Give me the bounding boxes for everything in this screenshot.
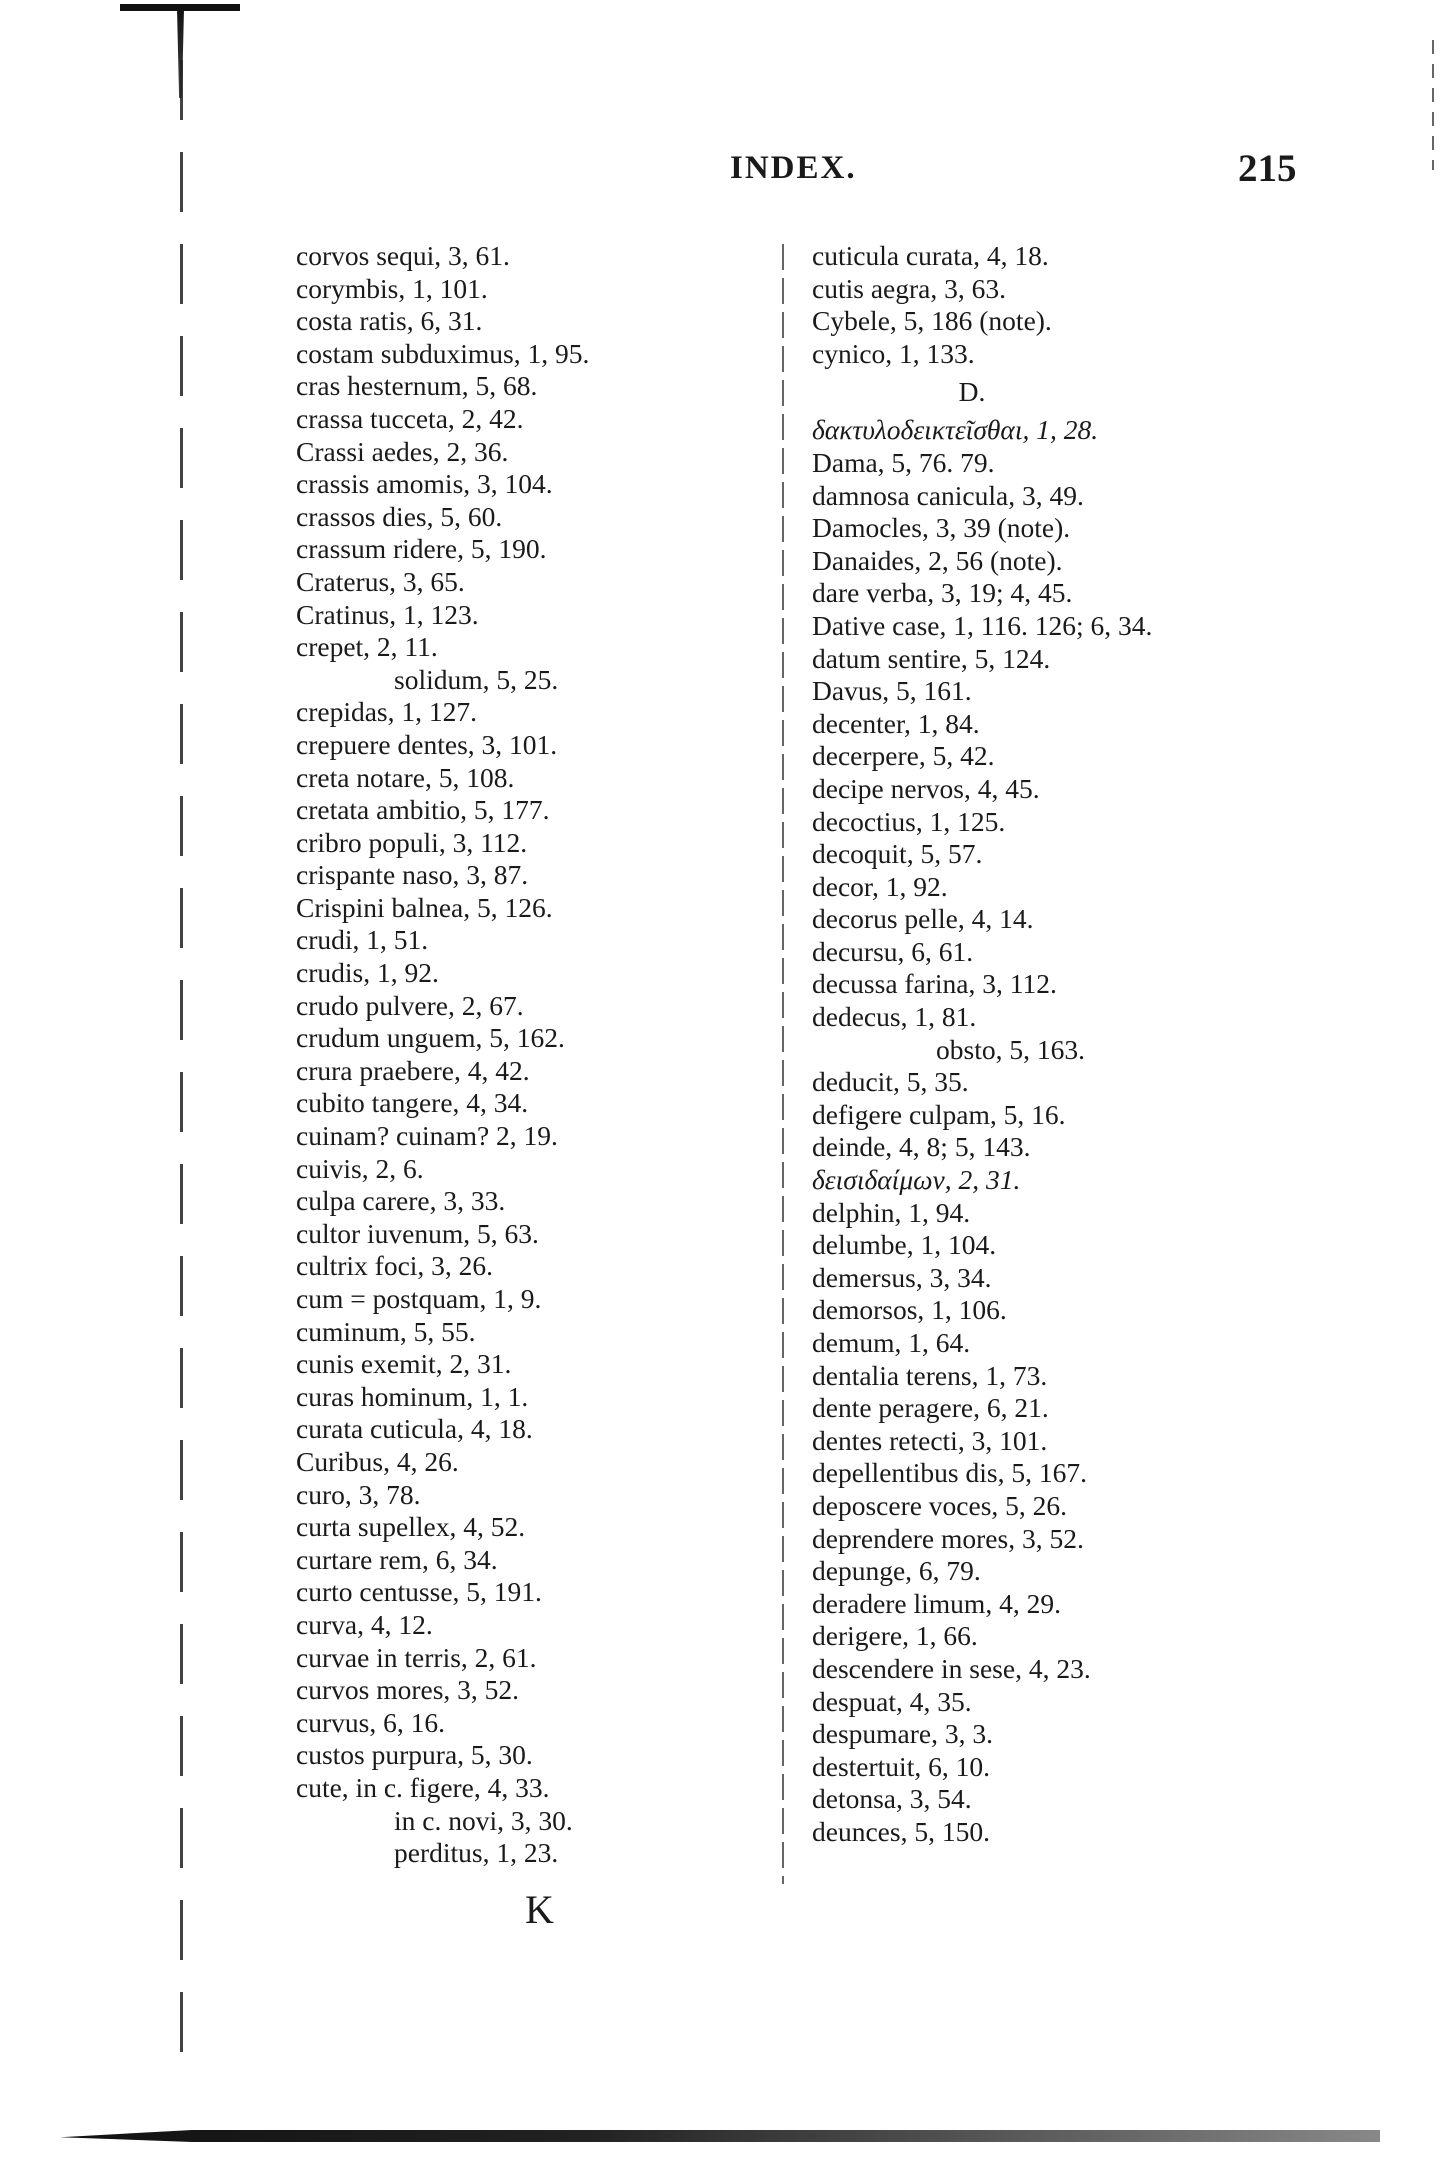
index-entry: crepuere dentes, 3, 101. <box>296 728 558 760</box>
index-entry: Craterus, 3, 65. <box>296 565 465 597</box>
index-entry: crudo pulvere, 2, 67. <box>296 989 524 1021</box>
index-entry: crudi, 1, 51. <box>296 924 429 956</box>
index-entry: in c. novi, 3, 30. <box>394 1804 573 1836</box>
index-entry: Dama, 5, 76. 79. <box>812 446 995 478</box>
index-entry: curto centusse, 5, 191. <box>296 1576 542 1608</box>
index-entry: custos purpura, 5, 30. <box>296 1739 533 1771</box>
index-entry: culpa carere, 3, 33. <box>296 1185 506 1217</box>
index-entry: dentalia terens, 1, 73. <box>812 1359 1048 1391</box>
index-entry: descendere in sese, 4, 23. <box>812 1652 1091 1684</box>
index-entry: cras hesternum, 5, 68. <box>296 370 538 402</box>
index-entry: delumbe, 1, 104. <box>812 1229 997 1261</box>
index-entry: delphin, 1, 94. <box>812 1196 971 1228</box>
index-entry: demum, 1, 64. <box>812 1327 971 1358</box>
index-entry: Cybele, 5, 186 (note). <box>812 305 1052 337</box>
index-entry: Cratinus, 1, 123. <box>296 598 479 630</box>
index-entry: crispante naso, 3, 87. <box>296 859 529 891</box>
index-entry: corvos sequi, 3, 61. <box>296 240 510 271</box>
index-entry: depunge, 6, 79. <box>812 1555 981 1587</box>
index-entry: creta notare, 5, 108. <box>296 761 515 793</box>
index-entry: depellentibus dis, 5, 167. <box>812 1457 1087 1489</box>
index-entry: δεισιδαίμων, 2, 31. <box>812 1164 1021 1196</box>
index-entry: deradere limum, 4, 29. <box>812 1587 1061 1619</box>
index-entry: curvos mores, 3, 52. <box>296 1674 520 1706</box>
index-entry: crudis, 1, 92. <box>296 957 439 989</box>
index-entry: cuminum, 5, 55. <box>296 1315 476 1347</box>
index-entry: cubito tangere, 4, 34. <box>296 1087 529 1119</box>
index-entry: curvae in terris, 2, 61. <box>296 1641 537 1673</box>
index-entry: Crassi aedes, 2, 36. <box>296 435 509 467</box>
index-entry: cribro populi, 3, 112. <box>296 826 528 858</box>
index-entry: damnosa canicula, 3, 49. <box>812 479 1084 511</box>
index-entry: obsto, 5, 163. <box>936 1033 1085 1065</box>
index-entry: crassis amomis, 3, 104. <box>296 468 553 500</box>
column-divider <box>782 244 784 1884</box>
index-entry: deprendere mores, 3, 52. <box>812 1522 1084 1554</box>
index-entry: curtare rem, 6, 34. <box>296 1543 498 1575</box>
index-entry: Davus, 5, 161. <box>812 675 972 707</box>
right-edge-marks <box>1432 40 1434 170</box>
index-entry: corymbis, 1, 101. <box>296 272 488 304</box>
index-entry: dentes retecti, 3, 101. <box>812 1424 1048 1456</box>
index-entry: defigere culpam, 5, 16. <box>812 1098 1066 1130</box>
index-entry: dare verba, 3, 19; 4, 45. <box>812 577 1073 609</box>
index-entry: decorus pelle, 4, 14. <box>812 903 1034 935</box>
index-entry: deposcere voces, 5, 26. <box>812 1489 1068 1521</box>
index-entry: deunces, 5, 150. <box>812 1815 990 1847</box>
index-entry: decerpere, 5, 42. <box>812 740 995 772</box>
index-entry: cuinam? cuinam? 2, 19. <box>296 1120 558 1152</box>
index-entry: curva, 4, 12. <box>296 1608 433 1640</box>
index-entry: demersus, 3, 34. <box>812 1261 992 1293</box>
index-entry: derigere, 1, 66. <box>812 1620 978 1652</box>
index-entry: decor, 1, 92. <box>812 870 948 902</box>
index-entry: deducit, 5, 35. <box>812 1066 969 1098</box>
index-entry: deinde, 4, 8; 5, 143. <box>812 1131 1031 1163</box>
index-entry: cuivis, 2, 6. <box>296 1152 424 1184</box>
index-entry: costam subduximus, 1, 95. <box>296 337 590 369</box>
index-column-right <box>812 240 1292 1849</box>
index-entry: cute, in c. figere, 4, 33. <box>296 1771 550 1803</box>
index-entry: datum sentire, 5, 124. <box>812 642 1051 674</box>
index-entry: decussa farina, 3, 112. <box>812 968 1057 1000</box>
index-entry: curas hominum, 1, 1. <box>296 1380 529 1412</box>
index-entry: dedecus, 1, 81. <box>812 1001 977 1033</box>
index-entry: Dative case, 1, 116. 126; 6, 34. <box>812 609 1153 641</box>
index-entry: Curibus, 4, 26. <box>296 1445 459 1477</box>
index-entry: Danaides, 2, 56 (note). <box>812 544 1063 576</box>
index-entry: curata cuticula, 4, 18. <box>296 1413 533 1445</box>
index-entry: decursu, 6, 61. <box>812 935 974 967</box>
index-entry: cum = postquam, 1, 9. <box>296 1283 542 1314</box>
index-entry: solidum, 5, 25. <box>394 663 559 695</box>
index-entry: cutis aegra, 3, 63. <box>812 272 1006 304</box>
index-entry: crudum unguem, 5, 162. <box>296 1022 565 1054</box>
bottom-rule <box>60 2130 1380 2142</box>
index-entry: perditus, 1, 23. <box>394 1837 559 1869</box>
index-entry: costa ratis, 6, 31. <box>296 305 483 337</box>
index-entry: δακτυλοδεικτεῖσθαι, 1, 28. <box>812 414 1099 446</box>
index-entry: cretata ambitio, 5, 177. <box>296 794 550 826</box>
index-entry: curvus, 6, 16. <box>296 1706 445 1738</box>
index-entry: crepidas, 1, 127. <box>296 696 477 728</box>
index-entry: cultrix foci, 3, 26. <box>296 1250 494 1282</box>
index-entry: demorsos, 1, 106. <box>812 1294 1007 1326</box>
section-heading: D. <box>958 376 986 408</box>
index-entry: crura praebere, 4, 42. <box>296 1054 530 1086</box>
index-entry: cultor iuvenum, 5, 63. <box>296 1217 539 1249</box>
index-entry: decoctius, 1, 125. <box>812 805 1006 837</box>
index-entry: cynico, 1, 133. <box>812 337 975 369</box>
index-entry: Damocles, 3, 39 (note). <box>812 512 1071 544</box>
index-entry: crassa tucceta, 2, 42. <box>296 402 524 434</box>
index-entry: decoquit, 5, 57. <box>812 838 983 870</box>
index-entry: cunis exemit, 2, 31. <box>296 1348 512 1380</box>
index-entry: Crispini balnea, 5, 126. <box>296 891 553 923</box>
index-entry: decenter, 1, 84. <box>812 707 980 739</box>
page-number: 215 <box>1238 147 1297 190</box>
index-entry: decipe nervos, 4, 45. <box>812 772 1040 804</box>
gutter-margin-rule <box>180 60 183 2060</box>
index-column-left <box>296 240 756 1870</box>
index-entry: crassum ridere, 5, 190. <box>296 533 547 565</box>
index-entry: curo, 3, 78. <box>296 1478 421 1510</box>
catchword: K <box>525 1887 554 1932</box>
index-entry: curta supellex, 4, 52. <box>296 1511 526 1543</box>
running-head: INDEX. <box>730 150 857 186</box>
index-entry: despumare, 3, 3. <box>812 1718 993 1750</box>
index-entry: destertuit, 6, 10. <box>812 1750 990 1782</box>
index-entry: despuat, 4, 35. <box>812 1685 972 1717</box>
index-entry: crassos dies, 5, 60. <box>296 500 503 532</box>
index-entry: detonsa, 3, 54. <box>812 1783 972 1815</box>
index-entry: cuticula curata, 4, 18. <box>812 240 1049 271</box>
index-entry: dente peragere, 6, 21. <box>812 1392 1049 1424</box>
index-entry: crepet, 2, 11. <box>296 631 438 663</box>
